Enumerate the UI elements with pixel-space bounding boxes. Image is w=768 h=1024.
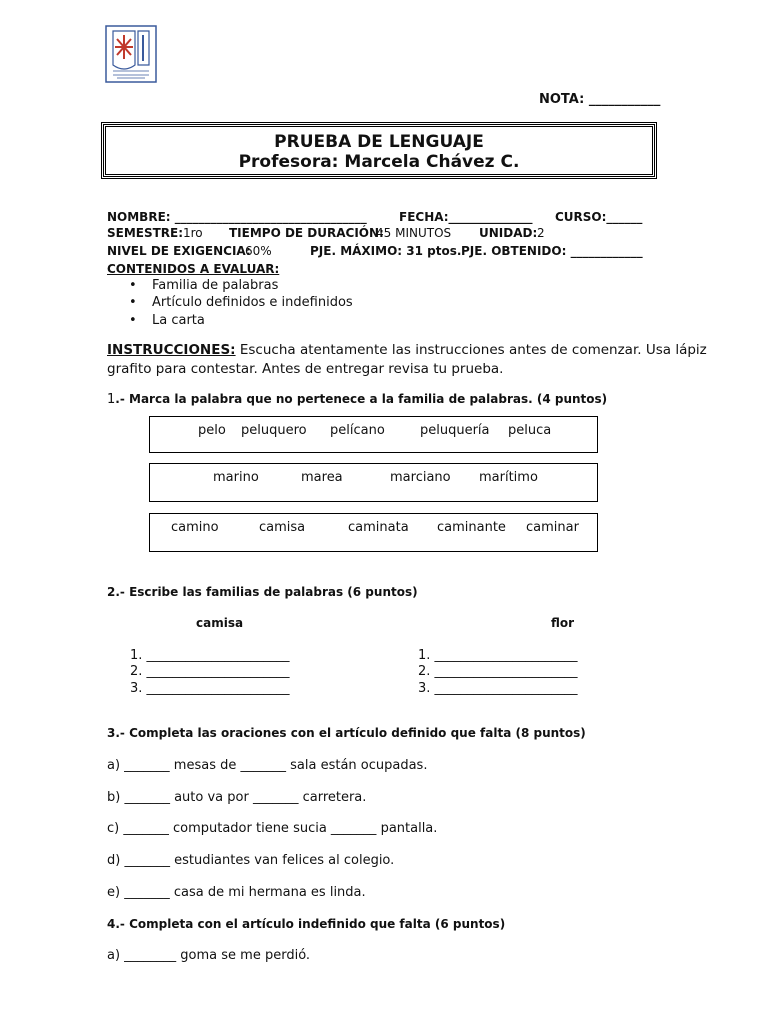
date-field[interactable]: FECHA:______________ <box>399 210 533 224</box>
course-field[interactable]: CURSO:______ <box>555 210 643 224</box>
word-option[interactable]: camino <box>171 520 219 535</box>
question-4-title: 4.- Completa con el artículo indefinido que falta (6 puntos) <box>107 917 506 931</box>
word-row-3 <box>149 513 598 552</box>
question-1-title: 1.- Marca la palabra que no pertenece a la familia de palabras. (4 puntos) <box>107 392 608 407</box>
word-row-2 <box>149 463 598 502</box>
duration-label: TIEMPO DE DURACIÓN: <box>229 226 384 240</box>
answer-line[interactable]: 1. ______________________ <box>130 648 290 663</box>
answer-line[interactable]: 3. ______________________ <box>418 681 578 696</box>
word-option[interactable]: peluca <box>508 423 552 438</box>
semester-value: 1ro <box>183 226 203 240</box>
family-word-2: flor <box>551 616 575 630</box>
word-row-1 <box>149 416 598 453</box>
unit-label: UNIDAD: <box>479 226 538 240</box>
unit-value: 2 <box>537 226 545 240</box>
word-option[interactable]: marino <box>213 470 259 485</box>
answer-line[interactable]: 3. ______________________ <box>130 681 290 696</box>
grade-field[interactable]: NOTA: ___________ <box>539 92 661 107</box>
semester-label: SEMESTRE: <box>107 226 184 240</box>
answer-line[interactable]: 1. ______________________ <box>418 648 578 663</box>
word-option[interactable]: peluquería <box>420 423 490 438</box>
sentence-item[interactable]: d) _______ estudiantes van felices al colegio. <box>107 853 395 868</box>
level-label: NIVEL DE EXIGENCIA: <box>107 244 251 258</box>
word-option[interactable]: marítimo <box>479 470 538 485</box>
teacher-name: Profesora: Marcela Chávez C. <box>238 152 520 172</box>
word-option[interactable]: camisa <box>259 520 306 535</box>
word-option[interactable]: peluquero <box>241 423 307 438</box>
name-field[interactable]: NOMBRE: ________________________________ <box>107 210 367 224</box>
obtained-score-field[interactable]: PJE. OBTENIDO: ____________ <box>461 244 643 258</box>
duration-value: 45 MINUTOS <box>376 226 452 240</box>
word-option[interactable]: pelícano <box>330 423 385 438</box>
family-word-1: camisa <box>196 616 244 630</box>
instructions-label: INSTRUCCIONES: <box>107 342 236 358</box>
word-option[interactable]: caminante <box>437 520 506 535</box>
sentence-item[interactable]: e) _______ casa de mi hermana es linda. <box>107 885 366 900</box>
page-title: PRUEBA DE LENGUAJE <box>274 132 484 152</box>
sentence-item[interactable]: c) _______ computador tiene sucia _______ pantalla. <box>107 821 438 836</box>
sentence-item[interactable]: b) _______ auto va por _______ carretera. <box>107 790 367 805</box>
list-item: • La carta <box>131 313 184 328</box>
school-crest-icon <box>105 25 157 83</box>
question-3-title: 3.- Completa las oraciones con el artículo definido que falta (8 puntos) <box>107 726 586 740</box>
sentence-item[interactable]: a) _______ mesas de _______ sala están ocupadas. <box>107 758 428 773</box>
answer-line[interactable]: 2. ______________________ <box>418 664 578 679</box>
sentence-item[interactable]: a) ________ goma se me perdió. <box>107 948 311 963</box>
instructions-line-1: INSTRUCCIONES: Escucha atentamente las instrucciones antes de comenzar. Usa lápiz <box>107 342 707 358</box>
word-option[interactable]: caminar <box>526 520 579 535</box>
word-option[interactable]: caminata <box>348 520 409 535</box>
level-value: 60% <box>245 244 272 258</box>
question-2-title: 2.- Escribe las familias de palabras (6 puntos) <box>107 585 418 599</box>
word-option[interactable]: marea <box>301 470 343 485</box>
title-box <box>101 122 657 179</box>
instructions-line-2: grafito para contestar. Antes de entregar revisa tu prueba. <box>107 361 504 377</box>
list-item: • Familia de palabras <box>131 278 257 293</box>
list-item: • Artículo definidos e indefinidos <box>131 295 332 310</box>
word-option[interactable]: pelo <box>198 423 226 438</box>
contents-heading: CONTENIDOS A EVALUAR: <box>107 262 280 276</box>
word-option[interactable]: marciano <box>390 470 451 485</box>
max-score: PJE. MÁXIMO: 31 ptos. <box>310 244 462 258</box>
answer-line[interactable]: 2. ______________________ <box>130 664 290 679</box>
